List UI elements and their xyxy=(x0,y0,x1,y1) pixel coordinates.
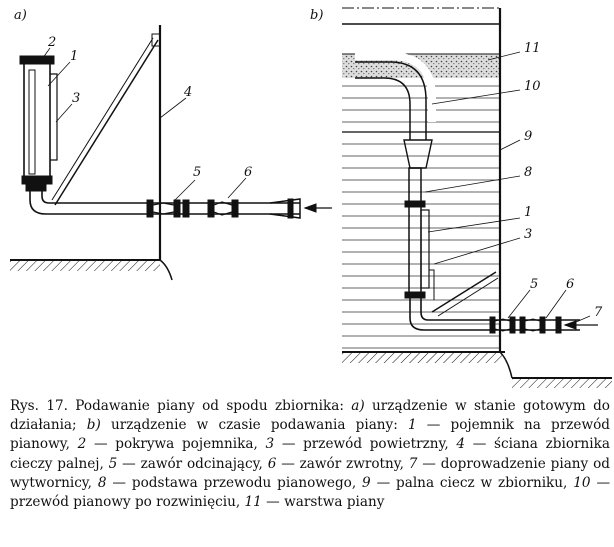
caption-title: Rys. 17. Podawanie piany od spodu zbiornika: xyxy=(10,398,344,414)
caption-b-marker: b) xyxy=(86,417,101,434)
caption-item: 5 — zawór odcinający, xyxy=(108,455,263,472)
label-b-9: 9 xyxy=(524,129,533,144)
panel-a-drawing xyxy=(10,25,332,280)
label-b-11: 11 xyxy=(524,41,541,56)
panel-a-label: a) xyxy=(14,8,27,23)
label-b-10: 10 xyxy=(524,79,541,94)
panel-b-drawing xyxy=(342,8,612,388)
label-b-3: 3 xyxy=(524,227,533,242)
label-a-4: 4 xyxy=(184,85,193,100)
caption-item: 4 — ściana zbiornika cieczy palnej, xyxy=(10,436,610,472)
caption-item: 3 — przewód powietrzny, xyxy=(265,436,449,453)
label-b-1: 1 xyxy=(524,205,533,220)
caption-a-text: urządzenie w stanie gotowym do działania; xyxy=(10,398,610,434)
label-b-7: 7 xyxy=(594,305,603,320)
caption-b-text: urządzenie w czasie podawania piany: xyxy=(110,417,398,434)
caption-item: 6 — zawór zwrotny, xyxy=(267,455,404,472)
caption-item: 9 — palna ciecz w zbiorniku, xyxy=(362,474,568,491)
label-a-5: 5 xyxy=(193,165,202,180)
figure-caption xyxy=(10,397,610,512)
label-b-5: 5 xyxy=(530,277,539,292)
panel-b-label: b) xyxy=(310,8,324,23)
label-a-1: 1 xyxy=(70,49,79,64)
caption-item: 8 — podstawa przewodu pianowego, xyxy=(97,474,357,491)
label-a-6: 6 xyxy=(244,165,253,180)
caption-a-marker: a) xyxy=(351,398,365,414)
label-b-6: 6 xyxy=(566,277,575,292)
caption-item: 7 — doprowadzenie piany od wytwornicy, xyxy=(10,455,610,491)
caption-item: 11 — warstwa piany xyxy=(244,494,385,511)
label-a-3: 3 xyxy=(72,91,81,106)
label-b-8: 8 xyxy=(524,165,533,180)
caption-item: 10 — przewód pianowy po rozwinięciu, xyxy=(10,474,611,511)
label-a-2: 2 xyxy=(48,35,57,50)
caption-item: 1 — pojemnik na przewód pianowy, xyxy=(10,417,610,453)
caption-item: 2 — pokrywa pojemnika, xyxy=(77,436,258,453)
